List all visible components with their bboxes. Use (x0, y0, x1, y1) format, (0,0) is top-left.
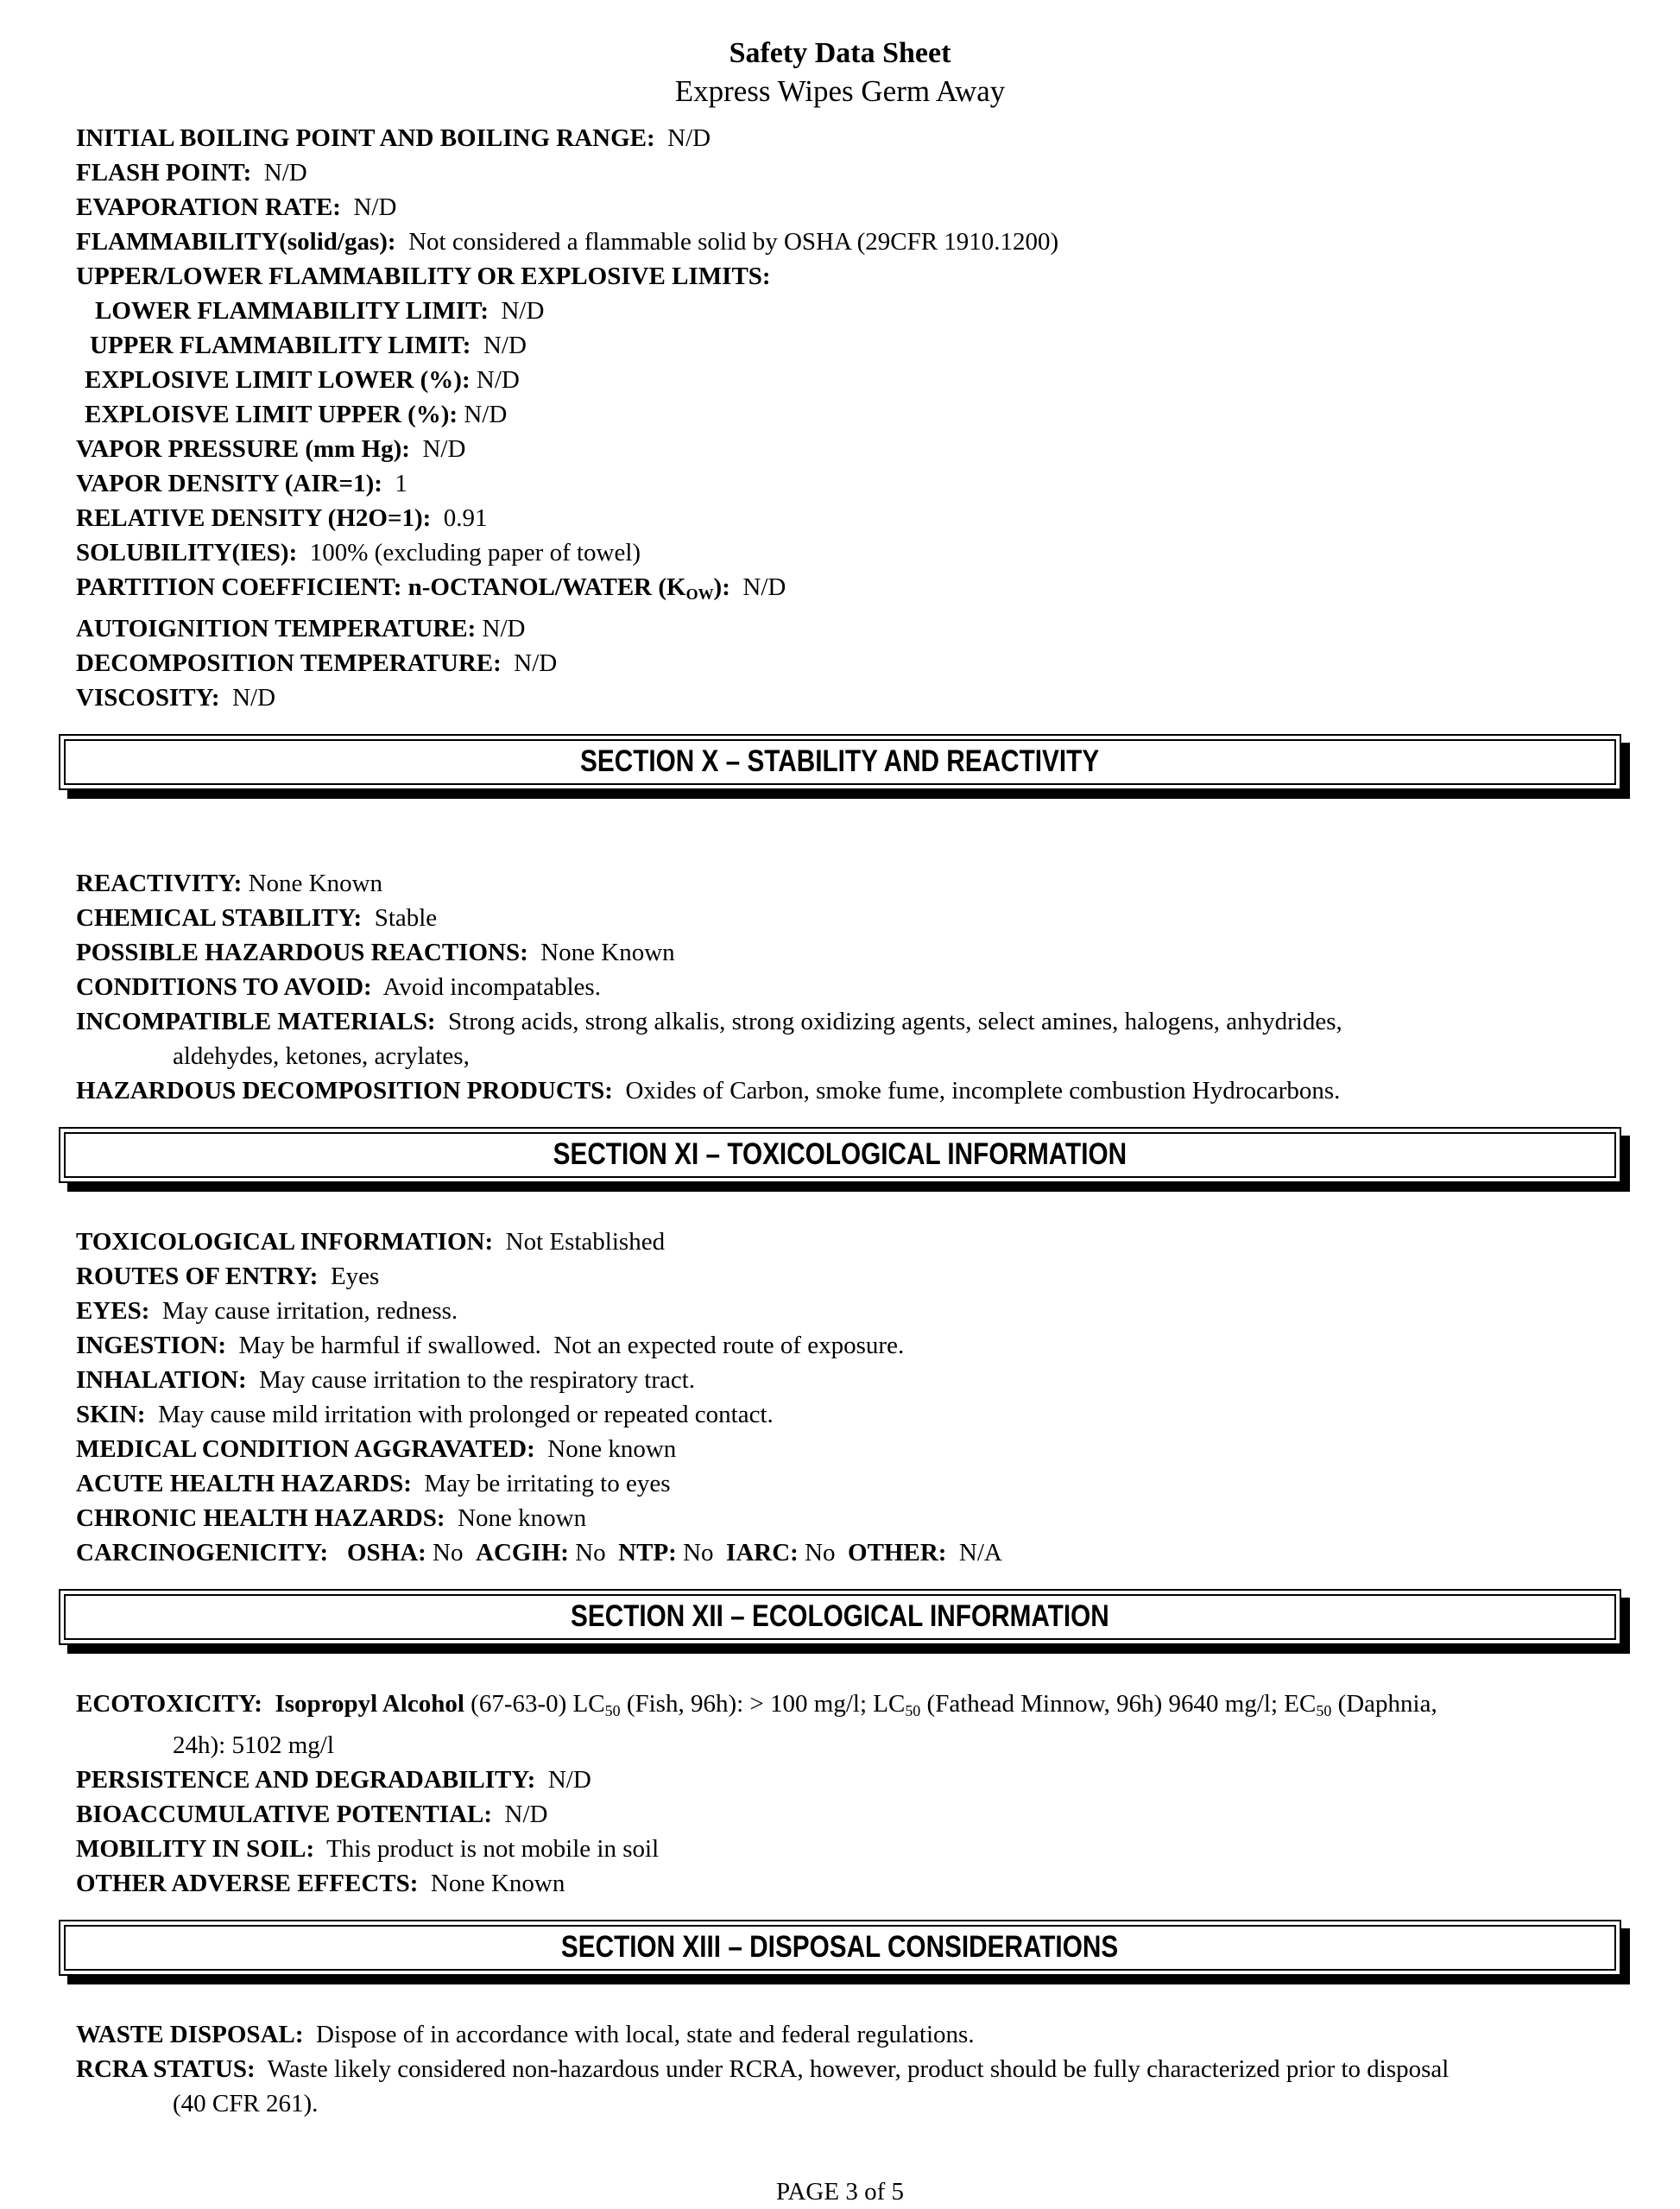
text-line (76, 2086, 1637, 2121)
field-value: None Known (242, 870, 383, 898)
field-value: Waste likely considered non-hazardous under RCRA, however, product should be fully characterized prior to disposal (255, 2055, 1449, 2084)
field-value: (40 CFR 261). (173, 2090, 319, 2118)
field-label: WASTE DISPOSAL: (76, 2021, 304, 2049)
text-line (76, 328, 1637, 363)
field-value: 100% (excluding paper of towel) (297, 539, 641, 566)
text-line (76, 1363, 1637, 1397)
text-line (76, 570, 1637, 611)
text-line (76, 935, 1637, 970)
field-label: LOWER FLAMMABILITY LIMIT: (95, 297, 489, 325)
text-line (76, 225, 1637, 259)
field-value: Avoid incompatables. (371, 973, 601, 1002)
physical-properties (76, 121, 1637, 715)
field-label: VISCOSITY: (76, 684, 220, 712)
text-line (76, 363, 1637, 397)
text-line (76, 190, 1637, 225)
text-line (76, 1328, 1637, 1363)
field-label: EXPLOSIVE LIMIT LOWER (%): (85, 366, 471, 394)
field-label: INCOMPATIBLE MATERIALS: (76, 1008, 436, 1036)
text-line (76, 121, 1637, 155)
field-value: N/D (470, 366, 520, 394)
field-value: (Daphnia, (1331, 1690, 1437, 1718)
field-value: N/A (946, 1539, 1002, 1567)
field-value: 1 (382, 470, 407, 497)
field-value: May be harmful if swallowed. Not an expected route of exposure. (226, 1332, 905, 1360)
field-value: None known (534, 1435, 677, 1464)
field-label: SKIN: (76, 1401, 146, 1429)
field-label: MEDICAL CONDITION AGGRAVATED: (76, 1435, 535, 1464)
text-line (76, 1432, 1637, 1466)
field-label: ACGIH: (476, 1539, 569, 1567)
text-line (76, 901, 1637, 935)
field-label: AUTOIGNITION TEMPERATURE: (76, 615, 477, 643)
field-value: Stable (362, 904, 438, 933)
section-header-inner (64, 1594, 1616, 1640)
field-value: No (426, 1539, 476, 1567)
field-value (328, 1539, 347, 1567)
field-value: None Known (418, 1870, 565, 1898)
text-line (76, 2017, 1637, 2052)
section-header-section-x (59, 734, 1621, 790)
field-label: CARCINOGENICITY: (76, 1539, 329, 1567)
field-value: aldehydes, ketones, acrylates, (173, 1042, 470, 1071)
product-name: Express Wipes Germ Away (674, 74, 1006, 108)
field-value: May be irritating to eyes (411, 1470, 671, 1498)
field-label: REACTIVITY: (76, 870, 243, 898)
field-value: Not considered a flammable solid by OSHA (29CFR 1910.1200) (395, 228, 1059, 256)
field-value: Oxides of Carbon, smoke fume, incomplete combustion Hydrocarbons. (612, 1077, 1341, 1105)
field-label: INITIAL BOILING POINT AND BOILING RANGE: (76, 124, 655, 152)
text-line (76, 1073, 1637, 1108)
section-header-inner (64, 739, 1616, 785)
field-value: Eyes (318, 1263, 380, 1291)
document-title: Safety Data Sheet (729, 37, 951, 69)
field-value: (Fish, 96h): > 100 mg/l; LC (620, 1690, 906, 1718)
text-line (76, 1832, 1637, 1866)
field-label: IARC: (726, 1539, 799, 1567)
field-value: N/D (251, 159, 307, 187)
text-line (76, 1535, 1637, 1570)
field-value: N/D (535, 1766, 591, 1794)
field-value: 0.91 (431, 504, 488, 532)
field-label: TOXICOLOGICAL INFORMATION: (76, 1228, 494, 1256)
ecological-information (76, 1687, 1637, 1901)
field-label: CHEMICAL STABILITY: (76, 904, 363, 933)
section-header-section-xii (59, 1589, 1621, 1645)
section-header-section-xi (59, 1127, 1621, 1183)
document-body (76, 121, 1637, 2121)
text-line (76, 866, 1637, 901)
field-value: 24h): 5102 mg/l (173, 1731, 334, 1760)
field-value: Strong acids, strong alkalis, strong oxidizing agents, select amines, halogens, anhydrides, (435, 1008, 1342, 1036)
text-line (76, 432, 1637, 466)
toxicological-information (76, 1225, 1637, 1570)
section-title: SECTION XII – ECOLOGICAL INFORMATION (571, 1599, 1109, 1634)
text-line (76, 155, 1637, 190)
text-line (76, 466, 1637, 501)
text-line (76, 294, 1637, 328)
field-value: N/D (340, 193, 397, 221)
field-label: OTHER ADVERSE EFFECTS: (76, 1870, 419, 1898)
field-label: RELATIVE DENSITY (H2O=1): (76, 504, 432, 532)
text-line (76, 1687, 1637, 1728)
field-value: No (798, 1539, 849, 1567)
text-line (76, 2052, 1637, 2086)
text-line (76, 1225, 1637, 1259)
field-label: Isopropyl Alcohol (275, 1690, 464, 1718)
field-value: Dispose of in accordance with local, state and federal regulations. (303, 2021, 975, 2049)
text-line (76, 1763, 1637, 1797)
field-label: SOLUBILITY(IES): (76, 539, 298, 566)
field-label: FLAMMABILITY(solid/gas): (76, 228, 396, 256)
field-label: DECOMPOSITION TEMPERATURE: (76, 649, 502, 678)
field-label: INHALATION: (76, 1366, 247, 1395)
field-value: None Known (527, 939, 675, 967)
field-value: No (568, 1539, 619, 1567)
field-value: (Fathead Minnow, 96h) 9640 mg/l; EC (920, 1690, 1317, 1718)
text-line (76, 501, 1637, 535)
text-line (76, 611, 1637, 646)
disposal-considerations (76, 2017, 1637, 2121)
field-label: UPPER FLAMMABILITY LIMIT: (90, 332, 471, 359)
text-line (76, 1728, 1637, 1763)
field-value: N/D (654, 124, 711, 152)
field-label: OTHER: (848, 1539, 947, 1567)
field-label: EYES: (76, 1297, 150, 1326)
field-label: FLASH POINT: (76, 159, 252, 187)
field-label: ROUTES OF ENTRY: (76, 1263, 319, 1291)
section-title: SECTION XI – TOXICOLOGICAL INFORMATION (553, 1137, 1127, 1172)
text-line (76, 1039, 1637, 1073)
text-line (76, 1501, 1637, 1535)
field-label: PARTITION COEFFICIENT: n-OCTANOL/WATER (K (76, 573, 686, 601)
text-line (76, 1797, 1637, 1832)
field-value: May cause mild irritation with prolonged or repeated contact. (145, 1401, 774, 1429)
text-line (76, 832, 1637, 866)
field-label: EVAPORATION RATE: (76, 193, 341, 221)
field-label: INGESTION: (76, 1332, 227, 1360)
field-value: N/D (488, 297, 545, 325)
field-label: ECOTOXICITY: (76, 1690, 262, 1718)
section-header-section-xiii (59, 1920, 1621, 1976)
section-header-inner (64, 1925, 1616, 1971)
field-label: VAPOR PRESSURE (mm Hg): (76, 435, 410, 463)
text-line (76, 1004, 1637, 1039)
text-line (76, 1259, 1637, 1294)
section-title: SECTION XIII – DISPOSAL CONSIDERATIONS (561, 1930, 1119, 1965)
field-value: N/D (409, 435, 466, 463)
field-label: OSHA: (346, 1539, 426, 1567)
text-line (76, 970, 1637, 1004)
field-value: No (676, 1539, 727, 1567)
field-value: N/D (492, 1801, 548, 1829)
stability-reactivity (76, 832, 1637, 1108)
field-value: 50 (604, 1702, 621, 1720)
field-label: BIOACCUMULATIVE POTENTIAL: (76, 1801, 493, 1829)
field-label: VAPOR DENSITY (AIR=1): (76, 470, 382, 497)
field-value: (67-63-0) LC (464, 1690, 605, 1718)
field-value: N/D (501, 649, 558, 678)
text-line (76, 1397, 1637, 1432)
field-label: EXPLOISVE LIMIT UPPER (%): (85, 401, 458, 428)
text-line (76, 1294, 1637, 1328)
page-number: PAGE 3 of 5 (776, 2178, 904, 2206)
field-value: N/D (219, 684, 276, 712)
field-label: CONDITIONS TO AVOID: (76, 973, 372, 1002)
field-label: POSSIBLE HAZARDOUS REACTIONS: (76, 939, 528, 967)
section-title: SECTION X – STABILITY AND REACTIVITY (580, 744, 1100, 779)
field-value: None known (445, 1504, 587, 1533)
text-line (76, 397, 1637, 432)
text-line (76, 1466, 1637, 1501)
text-line (76, 646, 1637, 680)
field-label: ACUTE HEALTH HAZARDS: (76, 1470, 412, 1498)
field-value: N/D (458, 401, 508, 428)
field-value: This product is not mobile in soil (314, 1835, 660, 1864)
text-line (76, 535, 1637, 570)
field-label: HAZARDOUS DECOMPOSITION PRODUCTS: (76, 1077, 613, 1105)
text-line (76, 259, 1637, 294)
field-value: May cause irritation to the respiratory tract. (246, 1366, 696, 1395)
field-value (262, 1690, 275, 1718)
field-label: UPPER/LOWER FLAMMABILITY OR EXPLOSIVE LIMITS: (76, 263, 771, 290)
field-value: May cause irritation, redness. (149, 1297, 458, 1326)
field-value: Not Established (493, 1228, 666, 1256)
field-value: 50 (1316, 1702, 1332, 1720)
field-label: OW (685, 585, 714, 604)
field-label: MOBILITY IN SOIL: (76, 1835, 315, 1864)
field-value: N/D (471, 332, 527, 359)
field-label: ): (713, 573, 730, 601)
field-value: N/D (476, 615, 526, 643)
field-label: PERSISTENCE AND DEGRADABILITY: (76, 1766, 536, 1794)
field-label: RCRA STATUS: (76, 2055, 256, 2084)
field-label: NTP: (618, 1539, 677, 1567)
section-header-inner (64, 1132, 1616, 1178)
text-line (76, 1866, 1637, 1901)
field-value: N/D (729, 573, 786, 601)
field-label: CHRONIC HEALTH HAZARDS: (76, 1504, 445, 1533)
text-line (76, 680, 1637, 715)
field-value (76, 835, 82, 863)
field-value: 50 (905, 1702, 921, 1720)
